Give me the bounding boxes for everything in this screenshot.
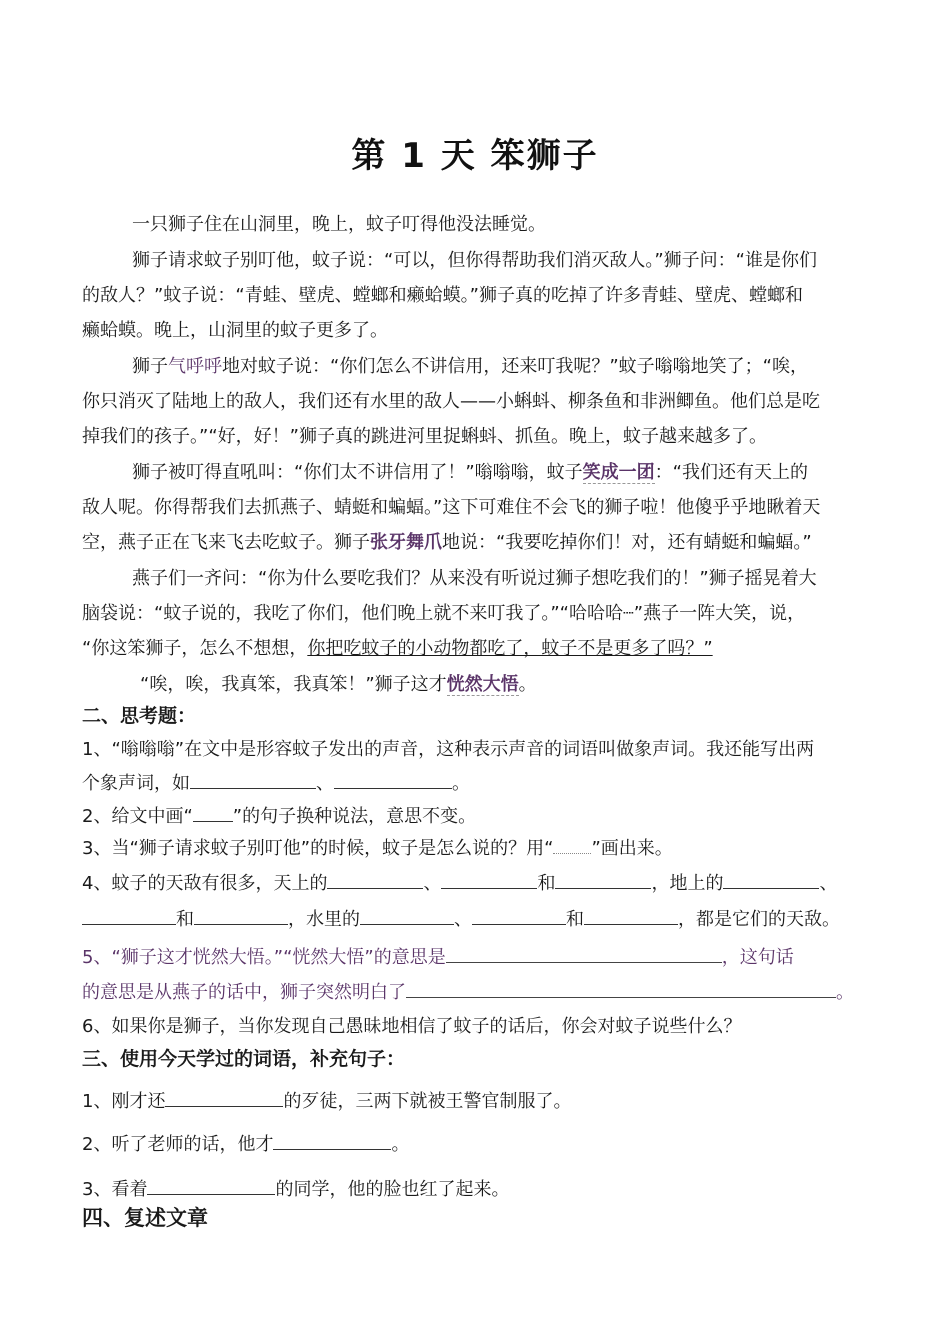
- text: 狮子被叮得直吼叫：“你们太不讲信用了！”嗡嗡嗡，蚊子: [132, 462, 583, 483]
- text: 4、蚊子的天敌有很多，天上的: [82, 873, 328, 894]
- dotted-underline-sample: [553, 837, 591, 854]
- text: ，水里的: [288, 909, 360, 930]
- answer-blank[interactable]: [472, 906, 566, 925]
- answer-blank[interactable]: [360, 906, 454, 925]
- text: 、: [423, 873, 442, 894]
- text: ，这句话: [721, 947, 794, 968]
- text: ”的句子换种说法，意思不变。: [232, 806, 477, 827]
- text: 5、“狮子这才恍然大悟。”“恍然大悟”的意思是: [82, 947, 446, 968]
- text: “你这笨狮子，怎么不想想，: [82, 638, 308, 659]
- answer-blank[interactable]: [406, 979, 836, 998]
- story-line: 掉我们的孩子。”“好，好！”狮子真的跳进河里捉蝌蚪、抓鱼。晚上，蚊子越来越多了。: [82, 426, 767, 447]
- story-line: 敌人呢。你得帮我们去抓燕子、蜻蜓和蝙蝠。”这下可难住不会飞的狮子啦！他傻乎乎地瞅着天: [82, 497, 821, 518]
- text: 、: [316, 773, 334, 794]
- underlined-sentence: 你把吃蚊子的小动物都吃了，蚊子不是更多了吗？”: [307, 638, 713, 659]
- text: ：“我们还有天上的: [654, 462, 808, 483]
- answer-blank[interactable]: [82, 906, 176, 925]
- question-6: 6、如果你是狮子，当你发现自己愚昧地相信了蚊子的话后，你会对蚊子说些什么？: [82, 1016, 742, 1037]
- text: 和: [537, 873, 556, 894]
- highlight-word: 气呼呼: [168, 356, 222, 377]
- question-4-line-2: [82, 906, 872, 933]
- answer-blank[interactable]: [190, 770, 316, 789]
- story-paragraph-1: 一只狮子住在山洞里，晚上，蚊子叮得他没法睡觉。: [132, 214, 546, 235]
- story-line: [82, 636, 872, 662]
- text: 1、刚才还: [82, 1091, 166, 1112]
- section-heading-questions: 二、思考题：: [82, 705, 197, 727]
- page-title: 第 1 天 笨狮子: [351, 136, 599, 176]
- text: 、: [819, 873, 838, 894]
- answer-blank[interactable]: [446, 944, 722, 963]
- sentence-3: [82, 1176, 872, 1203]
- story-line: 燕子们一齐问：“你为什么要吃我们？从来没有听说过狮子想吃我们的！”狮子摇晃着大: [132, 568, 817, 589]
- text: 2、给文中画“: [82, 806, 193, 827]
- text: ，都是它们的天敌。: [678, 909, 840, 930]
- text: 。: [518, 674, 537, 695]
- text: 空，燕子正在飞来飞去吃蚊子。狮子: [82, 532, 370, 553]
- text: 的歹徒，三两下就被王警官制服了。: [283, 1091, 572, 1112]
- text: 2、听了老师的话，他才: [82, 1134, 274, 1155]
- answer-blank[interactable]: [723, 870, 819, 889]
- section-heading-retell: 四、复述文章: [82, 1206, 208, 1230]
- text: 地说：“我要吃掉你们！对，还有蜻蜓和蝙蝠。”: [442, 532, 812, 553]
- answer-blank[interactable]: [334, 770, 452, 789]
- story-line: 狮子请求蚊子别叮他，蚊子说：“可以，但你得帮助我们消灭敌人。”狮子问：“谁是你们: [132, 250, 817, 271]
- question-1: 1、“嗡嗡嗡”在文中是形容蚊子发出的声音，这种表示声音的词语叫做象声词。我还能写出两: [82, 739, 815, 760]
- text: 和: [176, 909, 194, 930]
- text: 。: [391, 1134, 410, 1155]
- story-line: 癞蛤蟆。晚上，山洞里的蚊子更多了。: [82, 320, 388, 341]
- highlight-word: 张牙舞爪: [370, 532, 442, 553]
- answer-blank[interactable]: [165, 1088, 283, 1107]
- text: ”画出来。: [591, 838, 673, 859]
- text: 个象声词，如: [82, 773, 190, 794]
- question-2: [82, 803, 872, 830]
- question-4: [82, 870, 872, 897]
- text: 的意思是从燕子的话中，狮子突然明白了: [82, 982, 406, 1003]
- text: 。: [452, 773, 470, 794]
- text: 。: [836, 982, 854, 1003]
- text: 狮子: [132, 356, 168, 377]
- answer-blank[interactable]: [194, 906, 288, 925]
- question-1-line-2: [82, 770, 872, 797]
- question-5-line-2: [82, 979, 872, 1006]
- text: 3、当“狮子请求蚊子别叮他”的时候，蚊子是怎么说的？用“: [82, 838, 554, 859]
- sentence-2: [82, 1131, 872, 1158]
- highlight-word: 恍然大悟: [446, 674, 519, 695]
- text: 的同学，他的脸也红了起来。: [275, 1179, 510, 1200]
- story-line: 脑袋说：“蚊子说的，我吃了你们，他们晚上就不来叮我了。”“哈哈哈┈”燕子一阵大笑，说，: [82, 603, 806, 624]
- answer-blank[interactable]: [273, 1131, 391, 1150]
- text: ，地上的: [651, 873, 724, 894]
- answer-blank[interactable]: [147, 1176, 275, 1195]
- story-line: [132, 460, 872, 486]
- story-line: 的敌人？”蚊子说：“青蛙、壁虎、螳螂和癞蛤蟆。”狮子真的吃掉了许多青蛙、壁虎、螳螂和: [82, 285, 803, 306]
- text: 和: [566, 909, 584, 930]
- text: 、: [454, 909, 472, 930]
- sentence-1: [82, 1088, 872, 1115]
- answer-blank[interactable]: [441, 870, 537, 889]
- section-heading-fill-sentences: 三、使用今天学过的词语，补充句子：: [82, 1048, 406, 1070]
- text: “唉，唉，我真笨，我真笨！”狮子这才: [140, 674, 447, 695]
- answer-blank[interactable]: [327, 870, 423, 889]
- question-5: [82, 944, 872, 971]
- text: 3、看着: [82, 1179, 148, 1200]
- text: 地对蚊子说：“你们怎么不讲信用，还来叮我呢？”蚊子嗡嗡地笑了；“唉，: [222, 356, 808, 377]
- story-line: [132, 354, 872, 380]
- question-3: [82, 836, 872, 862]
- answer-blank[interactable]: [584, 906, 678, 925]
- story-line: 你只消灭了陆地上的敌人，我们还有水里的敌人——小蝌蚪、柳条鱼和非洲鲫鱼。他们总是吃: [82, 391, 820, 412]
- story-line: [140, 672, 930, 698]
- answer-blank[interactable]: [555, 870, 651, 889]
- underline-sample: [193, 803, 233, 822]
- highlight-word: 笑成一团: [582, 462, 655, 483]
- story-line: [82, 530, 872, 556]
